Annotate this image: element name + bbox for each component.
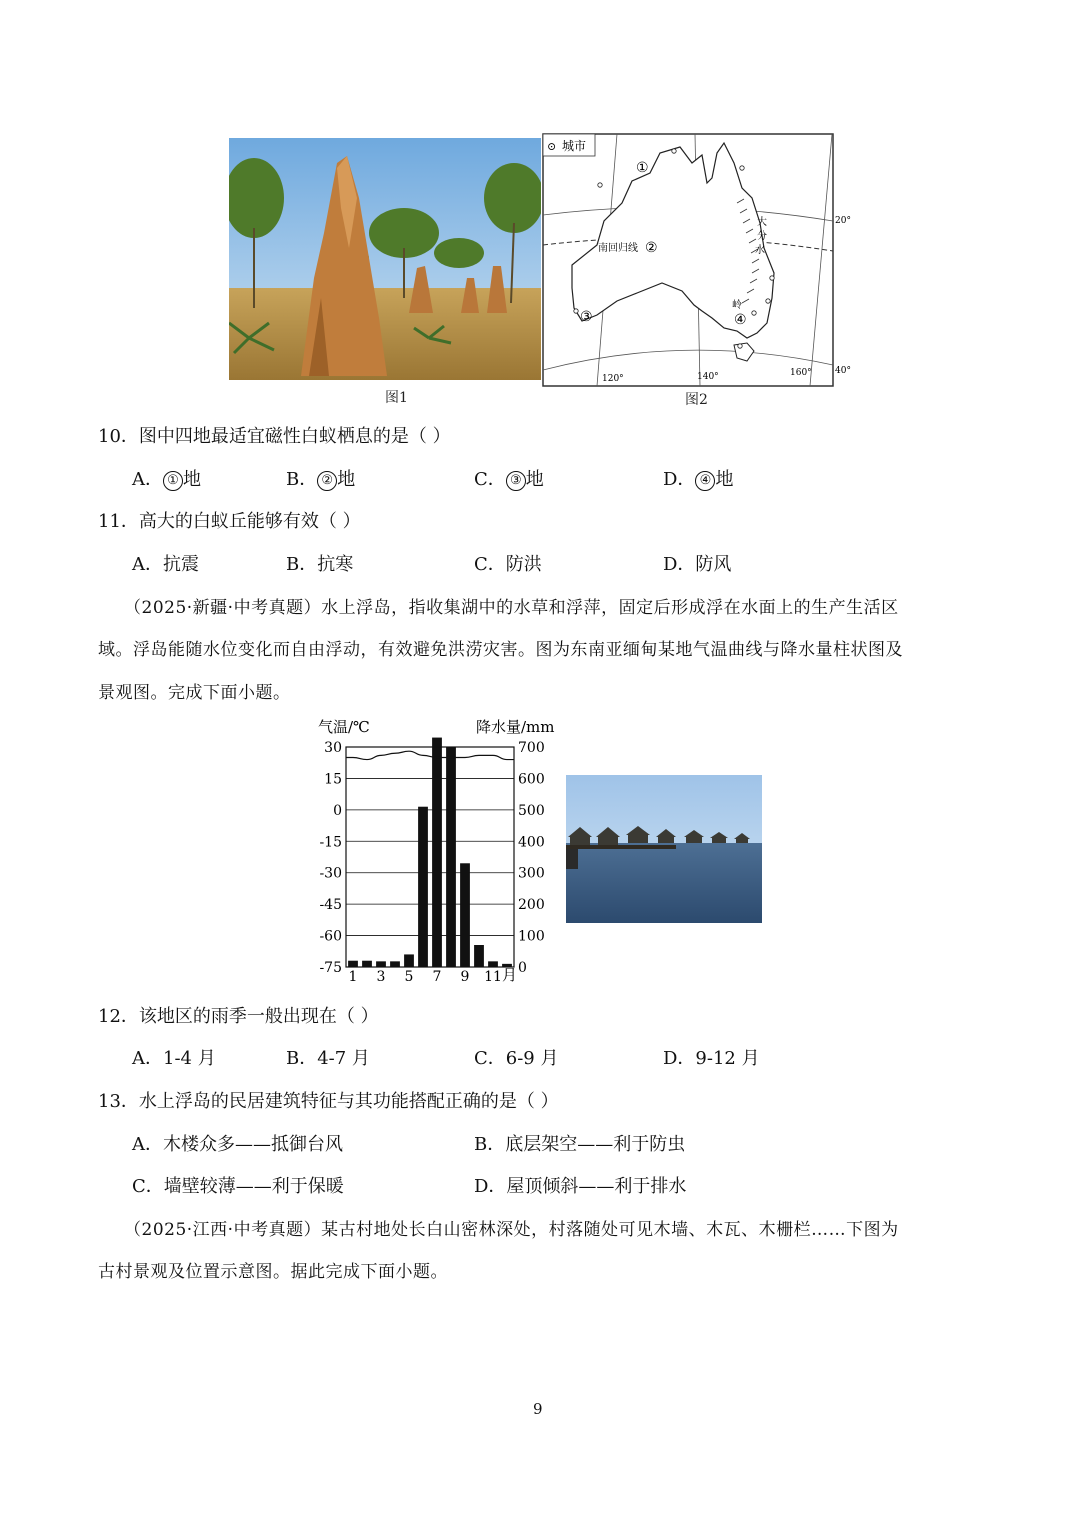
intro-3-line-2: 古村景观及位置示意图。据此完成下面小题。 (98, 1262, 448, 1282)
marker-1: ① (636, 160, 649, 176)
page-number: 9 (533, 1400, 543, 1418)
tropic-label: 南回归线 (598, 243, 638, 254)
plot-frame (346, 747, 514, 967)
q10-option-c-text: 地 (525, 469, 544, 490)
x-tick-label: 11 (484, 969, 502, 985)
left-tick-label: 0 (333, 802, 342, 819)
lon-label-120: 120° (602, 374, 624, 384)
climate-chart-svg (310, 712, 560, 987)
left-tick-label: -75 (319, 960, 342, 976)
marker-4: ④ (734, 312, 747, 328)
right-tick-label: 700 (518, 740, 545, 756)
right-tick-label: 0 (518, 960, 527, 976)
marker-2: ② (645, 240, 658, 256)
q13-option-d: D．屋顶倾斜——利于排水 (474, 1176, 687, 1197)
figure-1-caption: 图1 (385, 390, 408, 406)
left-tick-label: -45 (319, 897, 342, 914)
q10-option-c-letter: C． (474, 469, 506, 490)
q10-option-d (663, 465, 733, 491)
legend-city-icon: ⊙ (547, 140, 557, 153)
precipitation-bar-month-3 (376, 961, 386, 967)
intro-3-line-1: （2025·江西·中考真题）某古村地处长白山密林深处，村落随处可见木墙、木瓦、木栅栏……下图为 (124, 1220, 899, 1240)
precipitation-bar-month-11 (488, 961, 498, 967)
precipitation-bar-month-9 (460, 863, 470, 967)
temperature-curve (346, 751, 514, 759)
q10-option-a-text: 地 (183, 469, 201, 490)
q10-option-b-text: 地 (337, 469, 356, 490)
left-axis-label: 气温/℃ (318, 718, 370, 736)
right-tick-label: 200 (518, 897, 545, 914)
termite-mound-illustration (229, 138, 541, 380)
figure-1-photo (229, 138, 541, 380)
australia-map (542, 133, 862, 388)
q10-option-d-letter: D． (663, 469, 696, 490)
intro-2-line-2: 域。浮岛能随水位变化而自由浮动，有效避免洪涝灾害。图为东南亚缅甸某地气温曲线与降水量柱状图及 (98, 640, 903, 660)
q10-option-c-mark: ③ (506, 471, 526, 491)
right-tick-label: 100 (518, 928, 545, 945)
q11-option-a: A．抗震 (132, 554, 199, 575)
floating-island-illustration (566, 775, 762, 923)
precipitation-bar-month-5 (404, 954, 414, 967)
precipitation-bar-month-10 (474, 945, 484, 967)
q10-option-b-letter: B． (286, 469, 318, 490)
q12-option-a: A．1-4 月 (132, 1048, 216, 1069)
q13-option-c: C．墙壁较薄——利于保暖 (132, 1176, 344, 1197)
marker-3: ③ (580, 309, 593, 325)
right-tick-label: 400 (518, 834, 545, 851)
range-char-1: 大 (757, 217, 767, 228)
x-tick-label: 3 (376, 969, 386, 985)
q10-option-b-mark: ② (317, 471, 337, 491)
q11-option-b: B．抗寒 (286, 554, 354, 575)
right-tick-label: 300 (518, 865, 545, 882)
floating-island-photo (566, 775, 762, 923)
x-tick-label: 7 (432, 969, 442, 985)
left-tick-label: 30 (324, 740, 342, 756)
right-tick-label: 500 (518, 802, 545, 819)
precipitation-bar-month-1 (348, 961, 358, 967)
x-tick-label: 5 (404, 969, 414, 985)
range-char-2: 分 (757, 231, 767, 242)
q10-option-d-mark: ④ (695, 471, 715, 491)
range-char-3: 水 (755, 245, 765, 256)
lat-label-40: 40° (835, 366, 851, 376)
q12-option-b: B．4-7 月 (286, 1048, 370, 1069)
q12-stem: 12．该地区的雨季一般出现在（ ） (98, 1006, 379, 1027)
q10-option-d-text: 地 (715, 469, 734, 490)
x-tick-label: 9 (460, 969, 470, 985)
q11-option-c: C．防洪 (474, 554, 542, 575)
q10-option-a-letter: A． (132, 469, 163, 490)
range-char-4: 岭 (732, 300, 742, 311)
lon-label-140: 140° (697, 372, 719, 382)
climate-chart (310, 712, 560, 987)
q10-option-a-mark: ① (163, 471, 183, 491)
q10-stem: 10．图中四地最适宜磁性白蚁栖息的是（ ） (98, 426, 451, 447)
x-axis-unit: 月 (502, 966, 518, 984)
q13-option-b: B．底层架空——利于防虫 (474, 1134, 686, 1155)
legend-city-label: 城市 (562, 139, 587, 153)
q11-option-d: D．防风 (663, 554, 732, 575)
precipitation-bar-month-2 (362, 961, 372, 967)
q12-option-d: D．9-12 月 (663, 1048, 760, 1069)
precipitation-bar-month-8 (446, 747, 456, 967)
right-axis-label: 降水量/mm (476, 718, 555, 736)
figure-2-caption: 图2 (685, 392, 708, 408)
lon-label-160: 160° (790, 368, 812, 378)
figure-2-map (542, 133, 862, 388)
left-tick-label: -30 (319, 865, 342, 882)
left-tick-label: 15 (324, 771, 342, 788)
q13-option-a: A．木楼众多——抵御台风 (132, 1134, 343, 1155)
q13-stem: 13．水上浮岛的民居建筑特征与其功能搭配正确的是（ ） (98, 1091, 559, 1112)
q10-option-a (132, 465, 201, 491)
q12-option-c: C．6-9 月 (474, 1048, 559, 1069)
q10-option-c (474, 465, 544, 491)
left-tick-label: -60 (319, 928, 342, 945)
left-tick-label: -15 (319, 834, 342, 851)
intro-2-line-1: （2025·新疆·中考真题）水上浮岛，指收集湖中的水草和浮萍，固定后形成浮在水面上的生产生活区 (124, 598, 899, 618)
precipitation-bar-month-6 (418, 807, 428, 967)
precipitation-bar-month-7 (432, 738, 442, 967)
right-tick-label: 600 (518, 771, 545, 788)
lat-label-20: 20° (835, 216, 851, 226)
q10-option-b (286, 465, 355, 491)
intro-2-line-3: 景观图。完成下面小题。 (98, 683, 291, 703)
precipitation-bar-month-4 (390, 961, 400, 967)
q11-stem: 11．高大的白蚁丘能够有效（ ） (98, 511, 361, 532)
x-tick-label: 1 (348, 969, 358, 985)
